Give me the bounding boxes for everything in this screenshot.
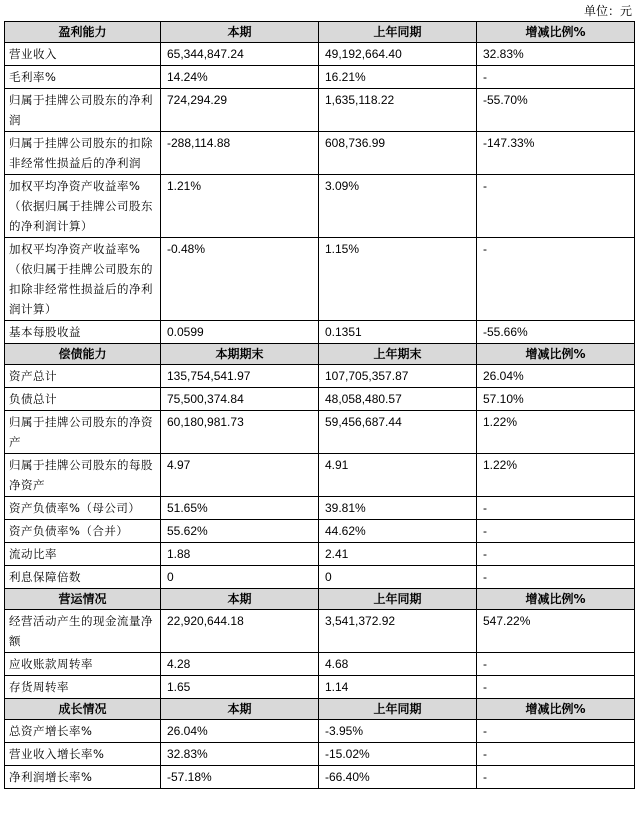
row-label: 营业收入 bbox=[5, 43, 161, 66]
change-percent: - bbox=[477, 676, 635, 699]
table-row bbox=[5, 321, 635, 344]
table-row bbox=[5, 676, 635, 699]
change-percent: - bbox=[477, 497, 635, 520]
current-value: -0.48% bbox=[161, 238, 319, 321]
previous-value: 44.62% bbox=[319, 520, 477, 543]
current-value: 1.88 bbox=[161, 543, 319, 566]
section-header-row bbox=[5, 699, 635, 720]
previous-value: -66.40% bbox=[319, 766, 477, 789]
column-header: 上年同期 bbox=[319, 699, 477, 720]
change-percent: -55.70% bbox=[477, 89, 635, 132]
column-header: 增减比例% bbox=[477, 22, 635, 43]
previous-value: 1.15% bbox=[319, 238, 477, 321]
financial-indicators-table bbox=[4, 21, 635, 789]
previous-value: 3.09% bbox=[319, 175, 477, 238]
table-row bbox=[5, 543, 635, 566]
column-header: 上年同期 bbox=[319, 22, 477, 43]
change-percent: - bbox=[477, 720, 635, 743]
change-percent: - bbox=[477, 520, 635, 543]
section-header-row bbox=[5, 589, 635, 610]
table-row bbox=[5, 520, 635, 543]
row-label: 应收账款周转率 bbox=[5, 653, 161, 676]
section-header-row bbox=[5, 22, 635, 43]
column-header: 增减比例% bbox=[477, 699, 635, 720]
current-value: -57.18% bbox=[161, 766, 319, 789]
change-percent: - bbox=[477, 238, 635, 321]
row-label: 利息保障倍数 bbox=[5, 566, 161, 589]
current-value: 75,500,374.84 bbox=[161, 388, 319, 411]
table-row bbox=[5, 238, 635, 321]
current-value: 0 bbox=[161, 566, 319, 589]
previous-value: 107,705,357.87 bbox=[319, 365, 477, 388]
table-row bbox=[5, 653, 635, 676]
previous-value: 16.21% bbox=[319, 66, 477, 89]
previous-value: 608,736.99 bbox=[319, 132, 477, 175]
row-label: 归属于挂牌公司股东的净资产 bbox=[5, 411, 161, 454]
table-row bbox=[5, 766, 635, 789]
table-row bbox=[5, 175, 635, 238]
previous-value: -15.02% bbox=[319, 743, 477, 766]
current-value: 14.24% bbox=[161, 66, 319, 89]
table-row bbox=[5, 132, 635, 175]
current-value: 724,294.29 bbox=[161, 89, 319, 132]
change-percent: - bbox=[477, 766, 635, 789]
change-percent: 32.83% bbox=[477, 43, 635, 66]
previous-value: 1,635,118.22 bbox=[319, 89, 477, 132]
table-row bbox=[5, 454, 635, 497]
unit-label: 单位：元 bbox=[583, 4, 632, 18]
current-value: 4.97 bbox=[161, 454, 319, 497]
previous-value: 2.41 bbox=[319, 543, 477, 566]
column-header: 本期期末 bbox=[161, 344, 319, 365]
previous-value: -3.95% bbox=[319, 720, 477, 743]
row-label: 营业收入增长率% bbox=[5, 743, 161, 766]
previous-value: 4.68 bbox=[319, 653, 477, 676]
row-label: 资产总计 bbox=[5, 365, 161, 388]
row-label: 归属于挂牌公司股东的每股净资产 bbox=[5, 454, 161, 497]
previous-value: 59,456,687.44 bbox=[319, 411, 477, 454]
current-value: 135,754,541.97 bbox=[161, 365, 319, 388]
column-header: 本期 bbox=[161, 699, 319, 720]
previous-value: 49,192,664.40 bbox=[319, 43, 477, 66]
row-label: 归属于挂牌公司股东的净利润 bbox=[5, 89, 161, 132]
previous-value: 4.91 bbox=[319, 454, 477, 497]
previous-value: 3,541,372.92 bbox=[319, 610, 477, 653]
row-label: 存货周转率 bbox=[5, 676, 161, 699]
column-header: 上年期末 bbox=[319, 344, 477, 365]
column-header: 偿债能力 bbox=[5, 344, 161, 365]
change-percent: - bbox=[477, 653, 635, 676]
column-header: 增减比例% bbox=[477, 589, 635, 610]
table-row bbox=[5, 743, 635, 766]
column-header: 本期 bbox=[161, 22, 319, 43]
previous-value: 0 bbox=[319, 566, 477, 589]
row-label: 经营活动产生的现金流量净额 bbox=[5, 610, 161, 653]
table-row bbox=[5, 388, 635, 411]
current-value: 51.65% bbox=[161, 497, 319, 520]
table-row bbox=[5, 365, 635, 388]
row-label: 资产负债率%（母公司） bbox=[5, 497, 161, 520]
column-header: 本期 bbox=[161, 589, 319, 610]
row-label: 负债总计 bbox=[5, 388, 161, 411]
row-label: 净利润增长率% bbox=[5, 766, 161, 789]
table-row bbox=[5, 610, 635, 653]
current-value: 26.04% bbox=[161, 720, 319, 743]
table-row bbox=[5, 411, 635, 454]
change-percent: -147.33% bbox=[477, 132, 635, 175]
row-label: 总资产增长率% bbox=[5, 720, 161, 743]
table-row bbox=[5, 497, 635, 520]
current-value: 65,344,847.24 bbox=[161, 43, 319, 66]
current-value: 55.62% bbox=[161, 520, 319, 543]
column-header: 营运情况 bbox=[5, 589, 161, 610]
change-percent: 1.22% bbox=[477, 454, 635, 497]
current-value: 32.83% bbox=[161, 743, 319, 766]
change-percent: - bbox=[477, 566, 635, 589]
current-value: -288,114.88 bbox=[161, 132, 319, 175]
row-label: 毛利率% bbox=[5, 66, 161, 89]
table-row bbox=[5, 89, 635, 132]
previous-value: 39.81% bbox=[319, 497, 477, 520]
change-percent: - bbox=[477, 743, 635, 766]
current-value: 4.28 bbox=[161, 653, 319, 676]
previous-value: 1.14 bbox=[319, 676, 477, 699]
change-percent: -55.66% bbox=[477, 321, 635, 344]
column-header: 盈利能力 bbox=[5, 22, 161, 43]
previous-value: 48,058,480.57 bbox=[319, 388, 477, 411]
row-label: 归属于挂牌公司股东的扣除非经常性损益后的净利润 bbox=[5, 132, 161, 175]
row-label: 加权平均净资产收益率%（依据归属于挂牌公司股东的净利润计算） bbox=[5, 175, 161, 238]
change-percent: - bbox=[477, 175, 635, 238]
row-label: 加权平均净资产收益率%（依归属于挂牌公司股东的扣除非经常性损益后的净利润计算） bbox=[5, 238, 161, 321]
column-header: 上年同期 bbox=[319, 589, 477, 610]
previous-value: 0.1351 bbox=[319, 321, 477, 344]
current-value: 0.0599 bbox=[161, 321, 319, 344]
table-row bbox=[5, 43, 635, 66]
table-row bbox=[5, 566, 635, 589]
section-header-row bbox=[5, 344, 635, 365]
current-value: 1.65 bbox=[161, 676, 319, 699]
change-percent: 57.10% bbox=[477, 388, 635, 411]
current-value: 1.21% bbox=[161, 175, 319, 238]
row-label: 资产负债率%（合并） bbox=[5, 520, 161, 543]
column-header: 成长情况 bbox=[5, 699, 161, 720]
table-row bbox=[5, 720, 635, 743]
change-percent: - bbox=[477, 66, 635, 89]
current-value: 60,180,981.73 bbox=[161, 411, 319, 454]
table-row bbox=[5, 66, 635, 89]
change-percent: 1.22% bbox=[477, 411, 635, 454]
change-percent: - bbox=[477, 543, 635, 566]
row-label: 基本每股收益 bbox=[5, 321, 161, 344]
change-percent: 547.22% bbox=[477, 610, 635, 653]
column-header: 增减比例% bbox=[477, 344, 635, 365]
change-percent: 26.04% bbox=[477, 365, 635, 388]
row-label: 流动比率 bbox=[5, 543, 161, 566]
current-value: 22,920,644.18 bbox=[161, 610, 319, 653]
